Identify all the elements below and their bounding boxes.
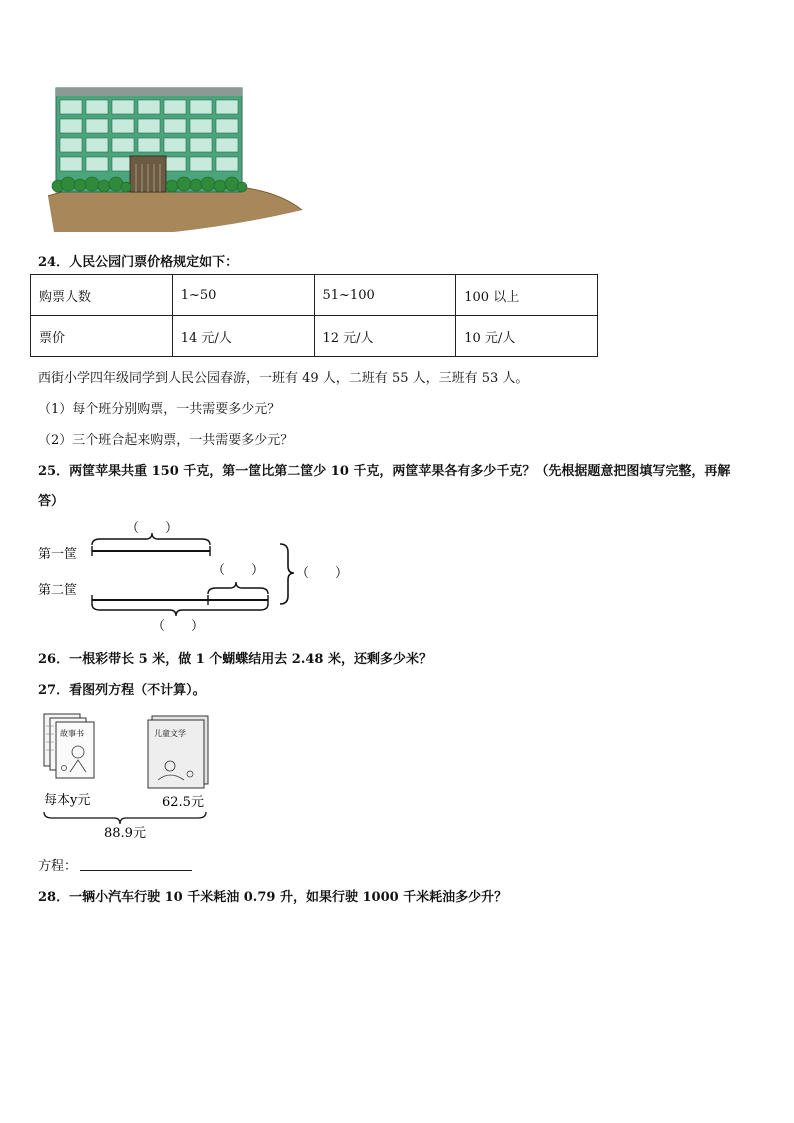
table-cell: 14 元/人 xyxy=(172,316,314,357)
table-cell: 10 元/人 xyxy=(456,316,598,357)
q24-sub2: （2）三个班合起来购票，一共需要多少元？ xyxy=(38,433,294,448)
table-row xyxy=(31,316,598,357)
table-cell: 1~50 xyxy=(172,275,314,316)
label-book-price: 62.5元 xyxy=(162,795,204,810)
paren-bottom: （ ） xyxy=(152,619,205,634)
book-left-title: 故事书 xyxy=(60,729,84,738)
q25-line2: 答） xyxy=(38,494,65,509)
q26-text: 26．一根彩带长 5 米，做 1 个蝴蝶结用去 2.48 米，还剩多少米？ xyxy=(38,652,432,667)
book-right-title: 儿童文学 xyxy=(154,729,186,738)
brace-total xyxy=(44,812,206,824)
brace-total xyxy=(280,544,294,604)
story-books-icon xyxy=(44,714,94,778)
table-cell: 购票人数 xyxy=(31,275,173,316)
line-segment-diagram xyxy=(30,512,370,638)
paren-diff: （ ） xyxy=(212,563,265,578)
table-cell: 12 元/人 xyxy=(314,316,456,357)
label-first-basket: 第一筐 xyxy=(38,547,78,562)
building-illustration xyxy=(44,84,306,234)
label-each-price: 每本y元 xyxy=(44,793,91,808)
equation-answer-blank[interactable] xyxy=(80,869,192,871)
paren-total: （ ） xyxy=(296,566,349,581)
label-total-price: 88.9元 xyxy=(104,826,146,841)
q24-context: 西街小学四年级同学到人民公园春游，一班有 49 人，二班有 55 人，三班有 53 人。 xyxy=(38,371,529,386)
books-figure xyxy=(38,706,238,842)
brace-bottom xyxy=(92,604,268,616)
table-cell: 100 以上 xyxy=(456,275,598,316)
q27-equation-label: 方程： xyxy=(38,859,78,874)
q28-text: 28．一辆小汽车行驶 10 千米耗油 0.79 升，如果行驶 1000 千米耗油多少升？ xyxy=(38,890,508,905)
label-second-basket: 第二筐 xyxy=(38,583,78,598)
q24-title: 24．人民公园门票价格规定如下： xyxy=(38,255,239,270)
table-cell: 票价 xyxy=(31,316,173,357)
table-row xyxy=(31,275,598,316)
ticket-price-table xyxy=(30,274,598,357)
q27-title: 27．看图列方程（不计算）。 xyxy=(38,683,206,698)
children-literature-book-icon xyxy=(148,716,208,788)
q25-line1: 25．两筐苹果共重 150 千克，第一筐比第二筐少 10 千克，两筐苹果各有多少千克？（先根据题意把图填写完整，再解 xyxy=(38,464,731,479)
q24-sub1: （1）每个班分别购票，一共需要多少元？ xyxy=(38,402,281,417)
brace-diff xyxy=(208,582,268,594)
table-cell: 51~100 xyxy=(314,275,456,316)
paren-top: （ ） xyxy=(126,521,179,536)
